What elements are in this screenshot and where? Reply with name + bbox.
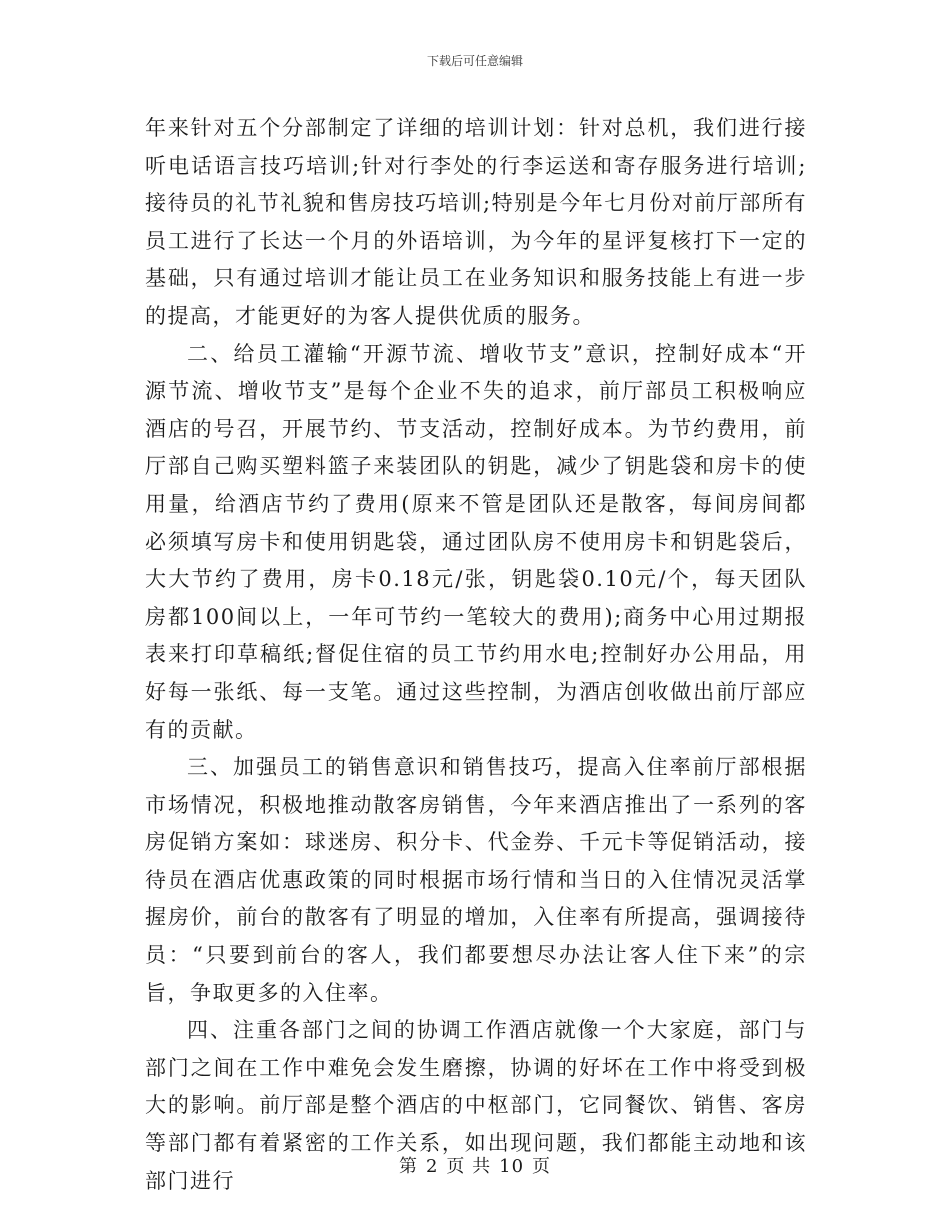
paragraph-section-4: 四、注重各部门之间的协调工作酒店就像一个大家庭，部门与部门之间在工作中难免会发生磨擦，协调的好坏在工作中将受到极大的影响。前厅部是整个酒店的中枢部门，它同餐饮、销售、客房等部门都有着紧密的工作关系，如出现问题，我们都能主动地和该部门进行: [145, 1018, 807, 1193]
footer-prefix: 第: [398, 1156, 418, 1177]
footer-page-number: 2: [425, 1156, 439, 1177]
footer-suffix: 页: [532, 1156, 552, 1177]
footer-middle: 页 共: [446, 1156, 492, 1177]
paragraph-continued: 年来针对五个分部制定了详细的培训计划：针对总机，我们进行接听电话语言技巧培训;针对行李处的行李运送和寄存服务进行培训;接待员的礼节礼貌和售房技巧培训;特别是今年七月份对前厅部所有员工进行了长达一个月的外语培训，为今年的星评复核打下一定的基础，只有通过培训才能让员工在业务知识和服务技能上有进一步的提高，才能更好的为客人提供优质的服务。: [145, 116, 807, 328]
paragraph-section-3: 三、加强员工的销售意识和销售技巧，提高入住率前厅部根据市场情况，积极地推动散客房销售，今年来酒店推出了一系列的客房促销方案如：球迷房、积分卡、代金券、千元卡等促销活动，接待员在酒店优惠政策的同时根据市场行情和当日的入住情况灵活掌握房价，前台的散客有了明显的增加，入住率有所提高，强调接待员：“只要到前台的客人，我们都要想尽办法让客人住下来”的宗旨，争取更多的入住率。: [145, 755, 807, 1005]
page-header: 下载后可任意编辑: [426, 54, 523, 68]
document-body: [145, 110, 807, 1200]
page-footer: [0, 1152, 950, 1178]
paragraph-section-2: 二、给员工灌输“开源节流、增收节支”意识，控制好成本“开源节流、增收节支”是每个企业不失的追求，前厅部员工积极响应酒店的号召，开展节约、节支活动，控制好成本。为节约费用，前厅部自己购买塑料篮子来装团队的钥匙，减少了钥匙袋和房卡的使用量，给酒店节约了费用(原来不管是团队还是散客，每间房间都必须填写房卡和使用钥匙袋，通过团队房不使用房卡和钥匙袋后，大大节约了费用，房卡0.18元/张，钥匙袋0.10元/个，每天团队房都100间以上，一年可节约一笔较大的费用);商务中心用过期报表来打印草稿纸;督促住宿的员工节约用水电;控制好办公用品，用好每一张纸、每一支笔。通过这些控制，为酒店创收做出前厅部应有的贡献。: [145, 341, 807, 742]
footer-total-pages: 10: [499, 1156, 525, 1177]
